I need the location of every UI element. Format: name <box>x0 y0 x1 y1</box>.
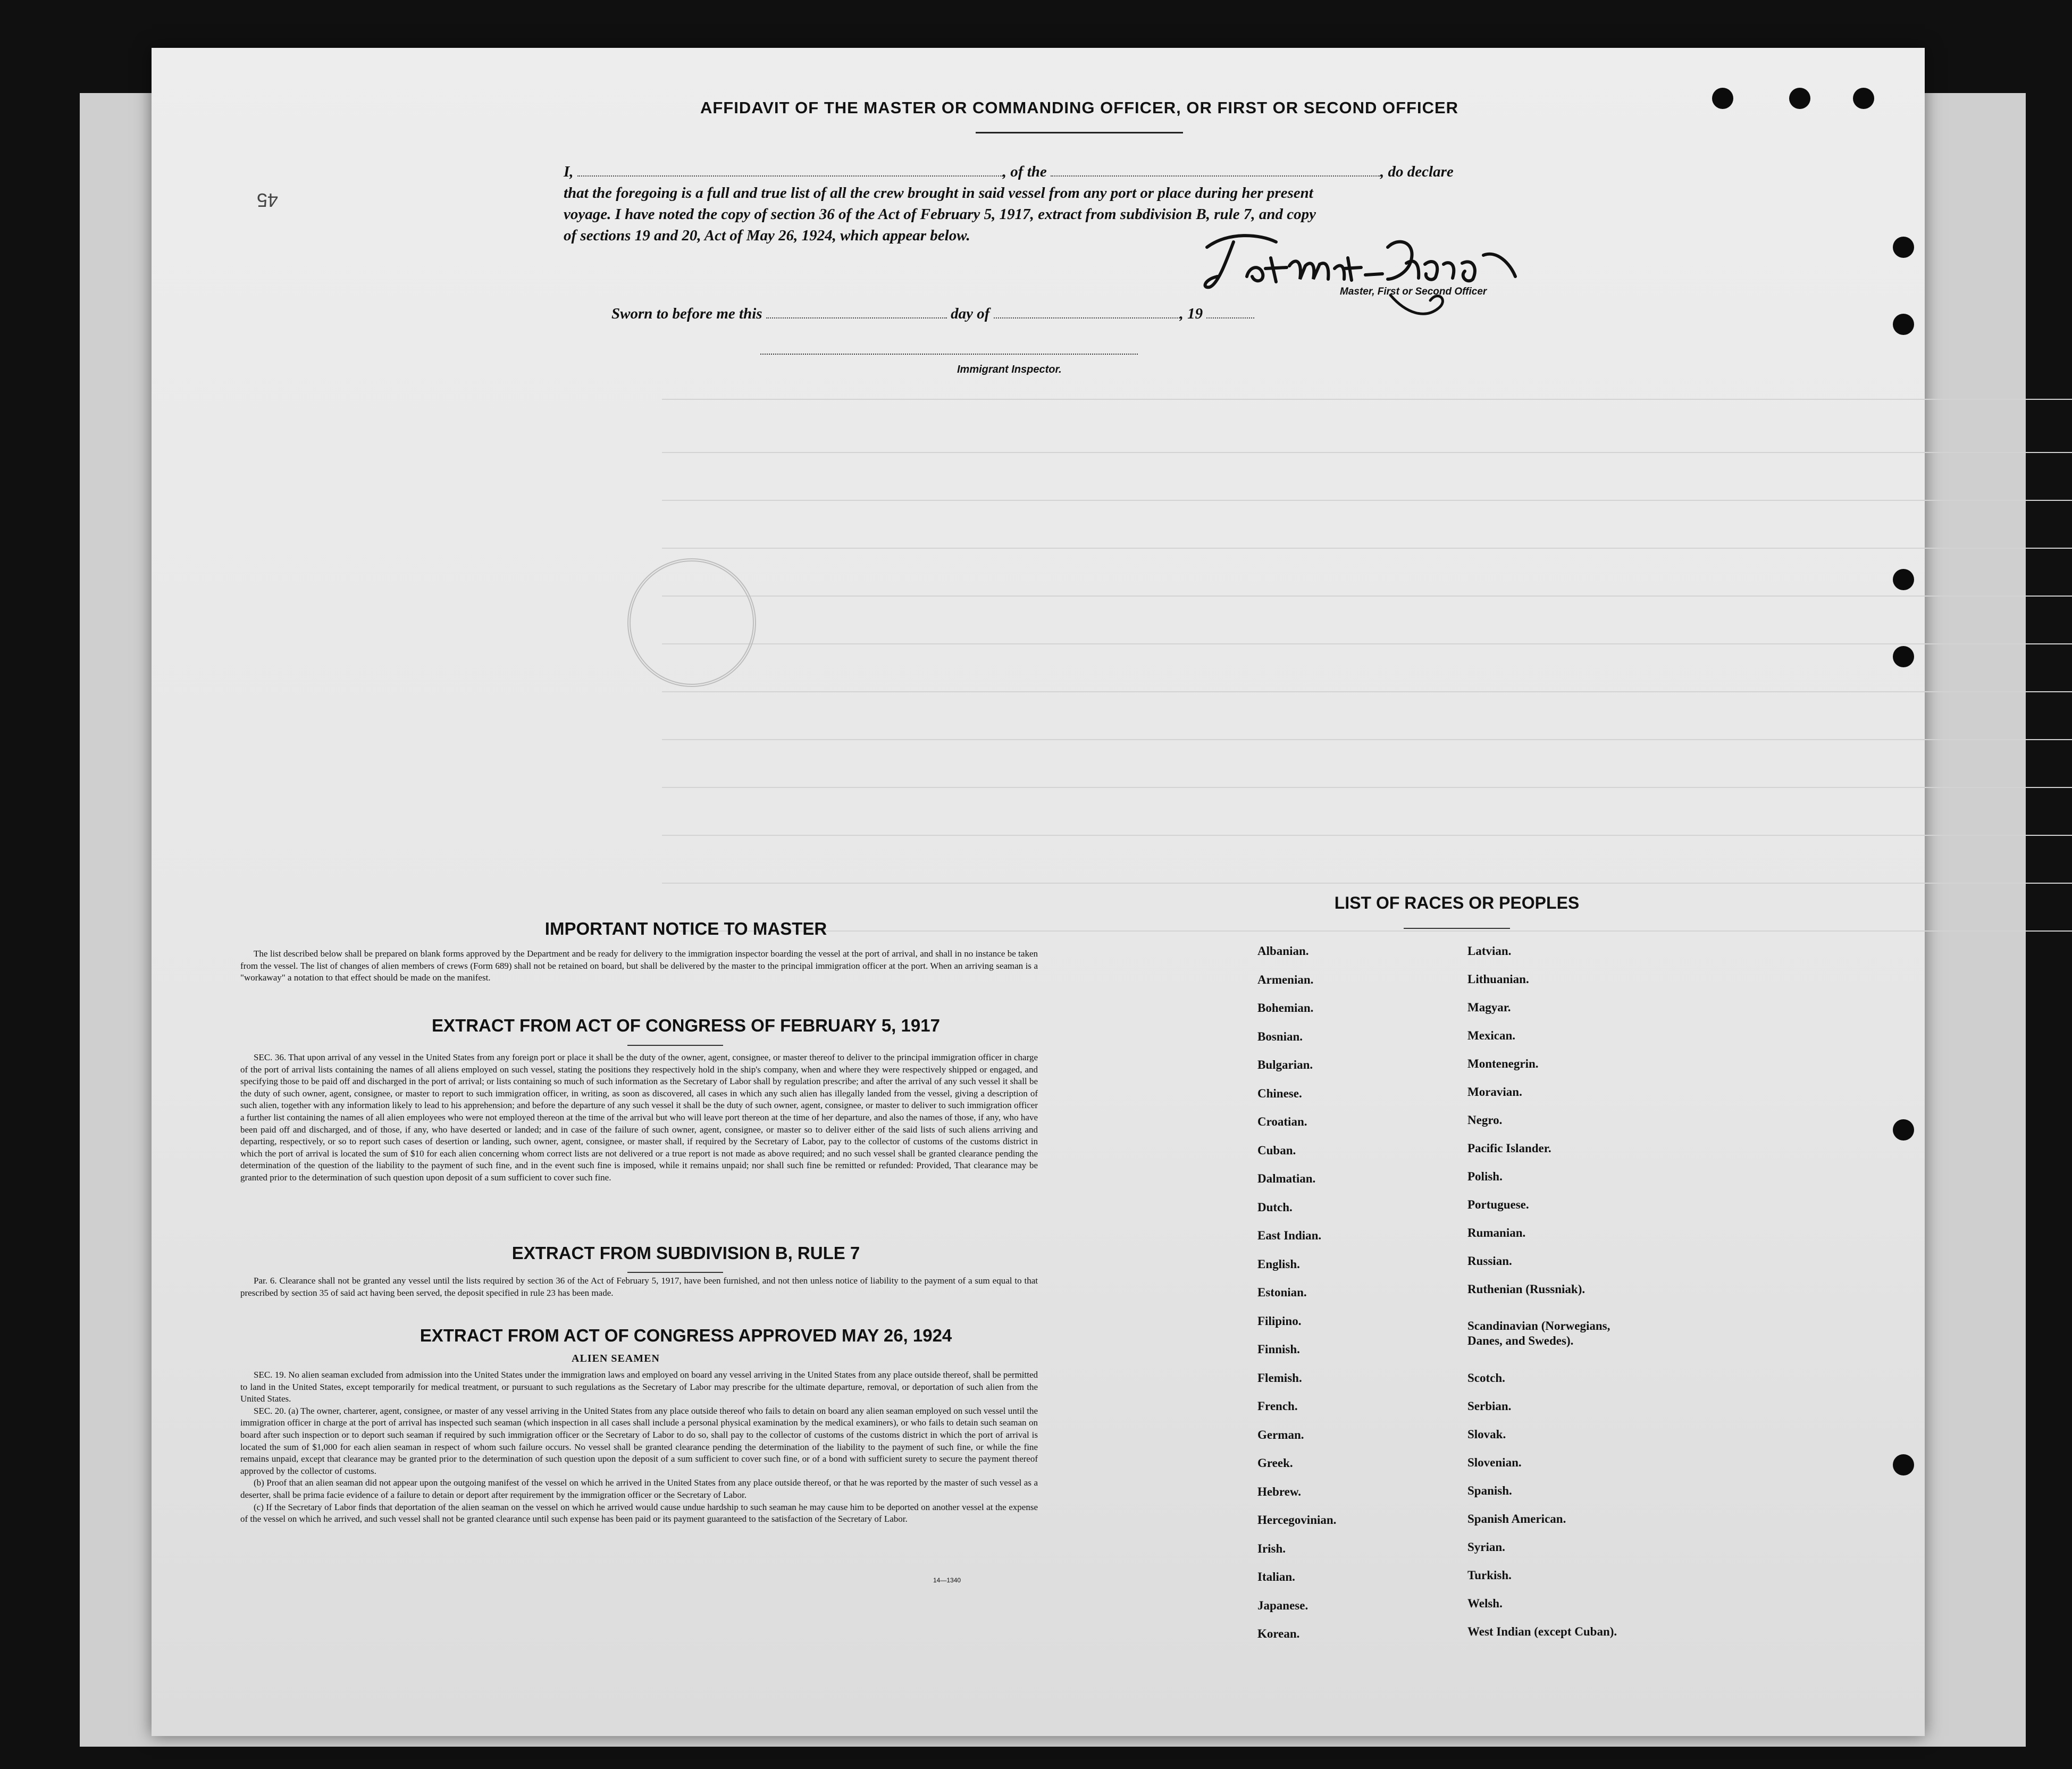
race-item: West Indian (except Cuban). <box>1467 1625 1617 1638</box>
race-item: Albanian. <box>1257 944 1309 958</box>
race-item: Mexican. <box>1467 1029 1516 1042</box>
race-item: East Indian. <box>1257 1229 1322 1242</box>
bleed-through-rule <box>662 739 2072 740</box>
race-item: Danes, and Swedes). <box>1467 1334 1574 1347</box>
punch-hole <box>1893 237 1914 258</box>
race-item: Armenian. <box>1257 972 1314 986</box>
bleed-through-rule <box>662 548 2072 549</box>
of-the-label: , of the <box>1002 163 1047 180</box>
declaration-line-4: of sections 19 and 20, Act of May 26, 1924, which appear below. <box>564 227 970 244</box>
sworn-year-blank <box>1206 304 1254 318</box>
do-declare-label: , do declare <box>1380 163 1454 180</box>
bleed-through-rule <box>662 596 2072 597</box>
extract-rule7-text <box>240 1275 1038 1299</box>
race-item: Bohemian. <box>1257 1001 1314 1015</box>
notice-text <box>240 948 1038 984</box>
punch-hole <box>1893 646 1914 667</box>
extract-1917-title: EXTRACT FROM ACT OF CONGRESS OF FEBRUARY 5, 1917 <box>432 1016 940 1035</box>
race-item: Scotch. <box>1467 1371 1505 1385</box>
bleed-through-rule <box>662 835 2072 836</box>
sworn-day-blank <box>766 304 947 318</box>
notice-title: IMPORTANT NOTICE TO MASTER <box>544 919 827 938</box>
race-item: Serbian. <box>1467 1399 1512 1413</box>
bleed-through-rule <box>662 883 2072 884</box>
race-item: Croatian. <box>1257 1115 1307 1128</box>
extract-1924-text <box>240 1369 1038 1525</box>
bleed-through-rule <box>662 691 2072 692</box>
signature-caption: Master, First or Second Officer <box>1340 286 1487 297</box>
section-rule <box>627 1045 723 1046</box>
margin-number: 45 <box>257 189 279 211</box>
sworn-label: Sworn to before me this <box>611 305 762 322</box>
race-item: Syrian. <box>1467 1540 1505 1554</box>
declaration-line-2: that the foregoing is a full and true list of all the crew brought in said vessel from any port or place during her present <box>564 185 1313 202</box>
race-item: German. <box>1257 1428 1304 1441</box>
race-item: French. <box>1257 1399 1298 1413</box>
race-item: Portuguese. <box>1467 1198 1529 1211</box>
section-20b-paragraph: (b) Proof that an alien seaman did not appear upon the outgoing manifest of the vessel on which he arrived in the United States from any place outside thereof, or that he was reported by the master of such vessel as a deserter, shall be prima facie evidence of a failure to detain or deport after requirement by the immigration officer or the Secretary of Labor. <box>240 1478 1038 1500</box>
race-item: Turkish. <box>1467 1569 1512 1582</box>
race-item: Bosnian. <box>1257 1029 1303 1043</box>
alien-seamen-subtitle: ALIEN SEAMEN <box>572 1353 660 1364</box>
bleed-through-rule <box>662 452 2072 453</box>
punch-hole <box>1893 1119 1914 1141</box>
declarant-name-blank <box>577 162 1003 177</box>
race-item: Bulgarian. <box>1257 1058 1313 1071</box>
race-item: Dutch. <box>1257 1200 1293 1214</box>
race-item: Estonian. <box>1257 1286 1307 1299</box>
races-title-rule <box>1404 928 1510 929</box>
race-item: Greek. <box>1257 1456 1293 1470</box>
year-label: , 19 <box>1179 305 1203 322</box>
punch-hole <box>1893 1454 1914 1475</box>
bleed-through-rule <box>662 399 2072 400</box>
race-item: Hercegovinian. <box>1257 1513 1337 1527</box>
section-20a-paragraph: SEC. 20. (a) The owner, charterer, agent, consignee, or master of any vessel arriving in the United States from any place outside thereof who fails to detain on board any alien seaman employed on such vessel until the immigration officer in charge at the port of arrival has inspected such seaman (which inspection in all cases shall include a personal physical examination by the medical examiners), or who fails to detain such seaman on board after such inspection or to deport such seaman if required by such immigration officer or the Secretary of Labor to do so, shall pay to the collector of customs of the customs district in which the port of arrival is located the sum of $1,000 for each alien seaman in respect of whom such failure occurs. No vessel shall be granted clearance pending the determination of the liability to the payment of such fine, or while the fine remains unpaid, except that clearance may be granted prior to the determination of such question upon the deposit of a sum sufficient to cover such fine, or of a bond with sufficient surety to secure the payment thereof approved by the collector of customs. <box>240 1405 1038 1476</box>
race-item: Magyar. <box>1467 1001 1511 1014</box>
race-item: Lithuanian. <box>1467 972 1529 986</box>
race-item: Latvian. <box>1467 944 1512 958</box>
race-item: Slovenian. <box>1467 1456 1522 1469</box>
race-item: Rumanian. <box>1467 1226 1526 1239</box>
race-item: Dalmatian. <box>1257 1172 1316 1185</box>
race-item: Montenegrin. <box>1467 1057 1539 1070</box>
par-6-paragraph: Par. 6. Clearance shall not be granted any vessel until the lists required by section 36 of the Act of February 5, 1917, have been furnished, and not then unless notice of liability to the payment of a sum equal to that prescribed by section 35 of said act having been served, the deposit specified in rule 23 has been made. <box>240 1276 1038 1298</box>
races-title: LIST OF RACES OR PEOPLES <box>1334 893 1580 912</box>
faded-stamp <box>627 558 756 687</box>
form-number: 14—1340 <box>933 1577 961 1584</box>
bleed-through-rule <box>662 787 2072 788</box>
notice-paragraph: The list described below shall be prepared on blank forms approved by the Department and be ready for delivery to the immigration inspector boarding the vessel at the port of arrival, and shall in no instance be taken from the vessel. The list of changes of alien members of crews (Form 689) shall not be retained on board, but shall be delivered by the master to the principal immigration officer at the port. When an arriving seaman is a "workaway" a notation to that effect should be made on the manifest. <box>240 949 1038 983</box>
race-item: Japanese. <box>1257 1598 1308 1612</box>
bleed-through-rule <box>662 643 2072 644</box>
race-item: Finnish. <box>1257 1343 1300 1356</box>
extract-1917-text <box>240 1052 1038 1184</box>
section-36-paragraph: SEC. 36. That upon arrival of any vessel in the United States from any foreign port or place it shall be the duty of the owner, agent, consignee, or master thereof to deliver to the principal immigration officer in charge of the port of arrival lists containing the names of all aliens employed on such vessel, stating the positions they respectively hold in the ship's company, when and where they were respectively shipped or engaged, and specifying those to be paid off and discharged in the port of arrival; or lists containing so much of such information as the Secretary of Labor shall by regulation prescribe; and after the arrival of any such vessel it shall be the duty of such owner, agent, consignee, or master to report to such immigration officer, in writing, as soon as discovered, all cases in which any such alien has illegally landed from the vessel, giving a description of such alien, together with any information likely to lead to his apprehension; and before the departure of any such vessel it shall be the duty of such owner, agent, consignee, or master to deliver to such immigration officer a further list containing the names of all alien employees who were not employed thereon at the time of the arrival but who will leave port thereon at the time of her departure, and also the names of those, if any, who have been paid off and discharged, and of those, if any, who have deserted or landed; and in case of the failure of such owner, agent, consignee, or master so to deliver either of the said lists of such aliens arriving and departing, respectively, or so to report such cases of desertion or landing, such owner, agent, consignee, or master shall, if required by the Secretary of Labor, pay to the collector of customs of the customs district in which the port of arrival is located the sum of $10 for each alien concerning whom correct lists are not delivered or a true report is not made as above required; and no such vessel shall be granted clearance pending the determination of the question of the liability to the payment of such fine, and in the event such fine is imposed, while it remains unpaid; nor shall such fine be remitted or refunded: Provided, That clearance may be granted prior to the determination of such question upon deposit of a sum sufficient to cover such fine. <box>240 1052 1038 1183</box>
extract-rule7-title: EXTRACT FROM SUBDIVISION B, RULE 7 <box>511 1243 860 1263</box>
race-item: Scandinavian (Norwegians, <box>1467 1319 1610 1332</box>
declaration-line-3: voyage. I have noted the copy of section 36 of the Act of February 5, 1917, extract from subdivision B, rule 7, and copy <box>564 206 1316 223</box>
section-20c-paragraph: (c) If the Secretary of Labor finds that deportation of the alien seaman on the vessel on which he arrived would cause undue hardship to such seaman he may cause him to be deported on another vessel at the expense of the vessel on which he arrived, and such vessel shall not be granted clearance until such expense has been paid or its payment guaranteed to the satisfaction of the Secretary of Labor. <box>240 1502 1038 1524</box>
punch-hole <box>1789 88 1810 109</box>
inspector-label: Immigrant Inspector. <box>957 364 1062 375</box>
race-item: Polish. <box>1467 1170 1503 1183</box>
bleed-through-rule <box>662 500 2072 501</box>
title-underline <box>976 132 1183 133</box>
race-item: Moravian. <box>1467 1085 1522 1099</box>
inspector-signature-line <box>760 354 1138 355</box>
race-item: Spanish. <box>1467 1484 1512 1497</box>
race-item: Filipino. <box>1257 1314 1302 1328</box>
section-19-paragraph: SEC. 19. No alien seaman excluded from admission into the United States under the immigration laws and employed on board any vessel arriving in the United States from any place outside thereof, shall be permitted to land in the United States, except temporarily for medical treatment, or pursuant to such regulations as the Secretary of Labor may prescribe for the ultimate departure, removal, or deportation of such alien from the United States. <box>240 1370 1038 1404</box>
race-item: Italian. <box>1257 1570 1295 1583</box>
vessel-name-blank <box>1051 162 1380 177</box>
race-item: Slovak. <box>1467 1428 1506 1441</box>
declarant-prefix: I, <box>564 163 574 180</box>
race-item: Pacific Islander. <box>1467 1142 1551 1155</box>
race-item: English. <box>1257 1257 1300 1271</box>
declaration-line-1 <box>564 161 1454 182</box>
extract-1924-title: EXTRACT FROM ACT OF CONGRESS APPROVED MAY 26, 1924 <box>420 1326 952 1345</box>
race-item: Welsh. <box>1467 1597 1503 1610</box>
sworn-month-blank <box>994 304 1180 318</box>
punch-hole <box>1893 569 1914 590</box>
race-item: Russian. <box>1467 1254 1512 1268</box>
race-item: Ruthenian (Russniak). <box>1467 1282 1586 1296</box>
day-of-label: day of <box>951 305 990 322</box>
race-item: Spanish American. <box>1467 1512 1566 1525</box>
punch-hole <box>1893 314 1914 335</box>
race-item: Chinese. <box>1257 1086 1302 1100</box>
race-item: Korean. <box>1257 1627 1300 1640</box>
affidavit-title: AFFIDAVIT OF THE MASTER OR COMMANDING OFFICER, OR FIRST OR SECOND OFFICER <box>700 98 1459 117</box>
sworn-line <box>611 303 1254 324</box>
punch-hole <box>1853 88 1874 109</box>
race-item: Negro. <box>1467 1113 1503 1127</box>
race-item: Cuban. <box>1257 1143 1296 1157</box>
section-rule <box>627 1272 723 1273</box>
punch-hole <box>1712 88 1733 109</box>
race-item: Flemish. <box>1257 1371 1302 1385</box>
race-item: Hebrew. <box>1257 1485 1301 1498</box>
race-item: Irish. <box>1257 1541 1286 1555</box>
